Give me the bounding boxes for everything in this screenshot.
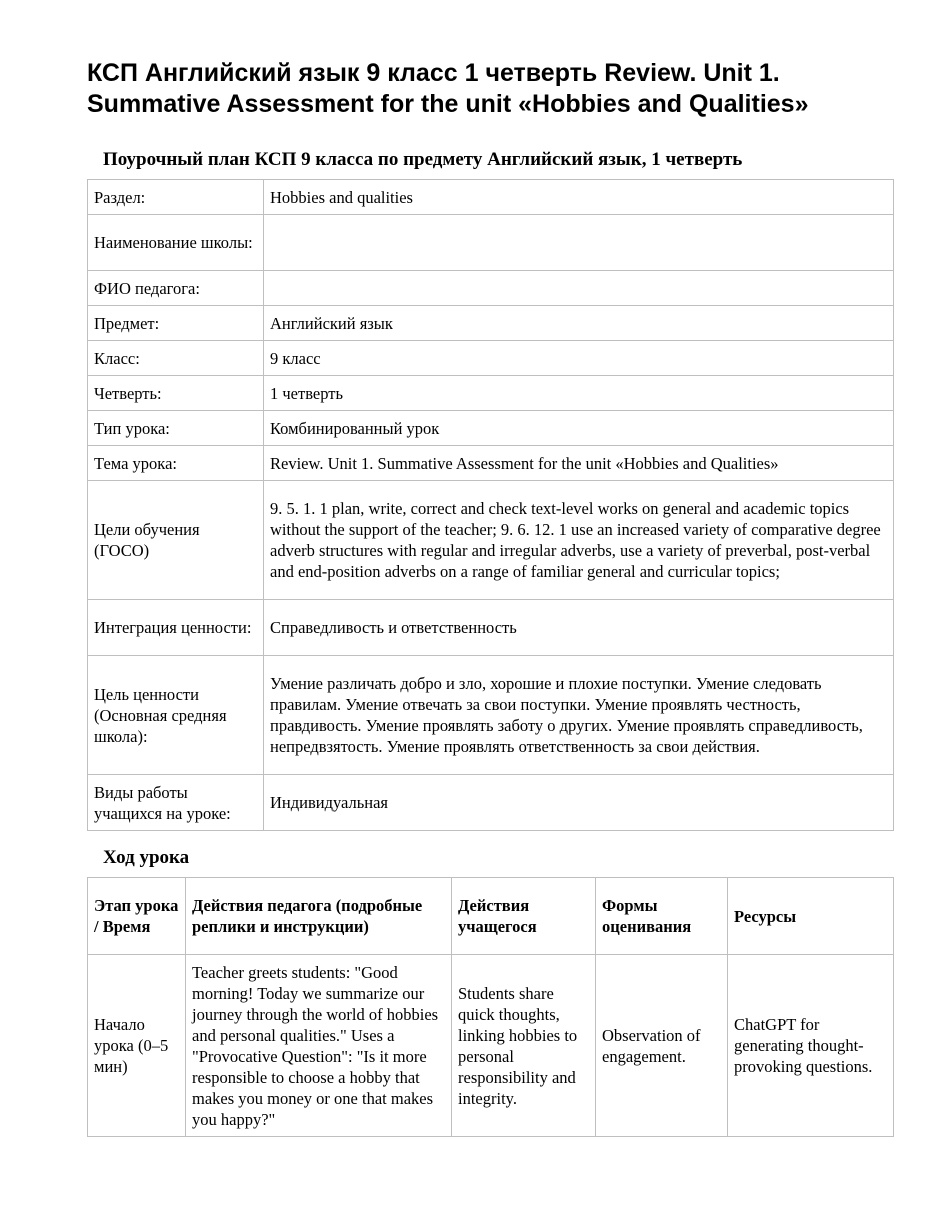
info-value: [264, 215, 894, 271]
info-row-lesson-type: [88, 411, 894, 446]
lesson-progress-heading: Ход урока: [103, 847, 190, 868]
info-value: Review. Unit 1. Summative Assessment for the unit «Hobbies and Qualities»: [264, 446, 894, 481]
info-value: Индивидуальная: [264, 775, 894, 831]
info-label: Цели обучения (ГОСО): [88, 481, 264, 600]
info-row-work-types: [88, 775, 894, 831]
info-row-subject: [88, 306, 894, 341]
lesson-progress-table: [87, 877, 894, 1137]
info-row-section: [88, 180, 894, 215]
header-resources: Ресурсы: [728, 878, 894, 955]
cell-assessment: Observation of engagement.: [596, 955, 728, 1137]
info-label: ФИО педагога:: [88, 271, 264, 306]
header-assessment-forms: Формы оценивания: [596, 878, 728, 955]
info-value: 1 четверть: [264, 376, 894, 411]
document-title: КСП Английский язык 9 класс 1 четверть Review. Unit 1. Summative Assessment for the unit «Hobbies and Qualities»: [87, 59, 809, 118]
info-row-value-goal: [88, 656, 894, 775]
cell-student-actions: Students share quick thoughts, linking hobbies to personal responsibility and integrity.: [452, 955, 596, 1137]
table-row: [88, 955, 894, 1137]
info-label: Наименование школы:: [88, 215, 264, 271]
info-value: [264, 271, 894, 306]
info-row-quarter: [88, 376, 894, 411]
cell-stage: Начало урока (0–5 мин): [88, 955, 186, 1137]
lesson-info-table: [87, 179, 894, 831]
info-row-school: [88, 215, 894, 271]
info-row-learning-objectives: [88, 481, 894, 600]
info-label: Класс:: [88, 341, 264, 376]
info-value: 9. 5. 1. 1 plan, write, correct and check text-level works on general and academic topics without the support of the teacher; 9. 6. 12. 1 use an increased variety of comparative degree adverb structures with regular and irregular adverbs, use a variety of preverbal, post-verbal and end-position adverbs on a range of familiar general and curricular topics;: [264, 481, 894, 600]
info-label: Раздел:: [88, 180, 264, 215]
info-label: Тема урока:: [88, 446, 264, 481]
info-value: Английский язык: [264, 306, 894, 341]
progress-header-row: [88, 878, 894, 955]
info-row-teacher: [88, 271, 894, 306]
info-value: Умение различать добро и зло, хорошие и плохие поступки. Умение следовать правилам. Умение отвечать за свои поступки. Умение проявлять честность, правдивость. Умение проявлять заботу о других. Умение проявлять справедливость, непредвзятость. Умение проявлять ответственность за свои действия.: [264, 656, 894, 775]
info-label: Предмет:: [88, 306, 264, 341]
plan-heading: Поурочный план КСП 9 класса по предмету Английский язык, 1 четверть: [103, 149, 743, 170]
info-label: Виды работы учащихся на уроке:: [88, 775, 264, 831]
info-row-value-integration: [88, 600, 894, 656]
info-value: Hobbies and qualities: [264, 180, 894, 215]
info-label: Четверть:: [88, 376, 264, 411]
info-row-grade: [88, 341, 894, 376]
info-label: Тип урока:: [88, 411, 264, 446]
header-stage-time: Этап урока / Время: [88, 878, 186, 955]
info-label: Цель ценности (Основная средняя школа):: [88, 656, 264, 775]
info-row-lesson-topic: [88, 446, 894, 481]
cell-teacher-actions: Teacher greets students: "Good morning! Today we summarize our journey through the world of hobbies and personal qualities." Uses a "Provocative Question": "Is it more responsible to choose a hobby that makes you money or one that makes you happy?": [186, 955, 452, 1137]
info-value: Комбинированный урок: [264, 411, 894, 446]
info-value: 9 класс: [264, 341, 894, 376]
info-value: Справедливость и ответственность: [264, 600, 894, 656]
header-student-actions: Действия учащегося: [452, 878, 596, 955]
info-label: Интеграция ценности:: [88, 600, 264, 656]
cell-resources: ChatGPT for generating thought-provoking questions.: [728, 955, 894, 1137]
header-teacher-actions: Действия педагога (подробные реплики и инструкции): [186, 878, 452, 955]
